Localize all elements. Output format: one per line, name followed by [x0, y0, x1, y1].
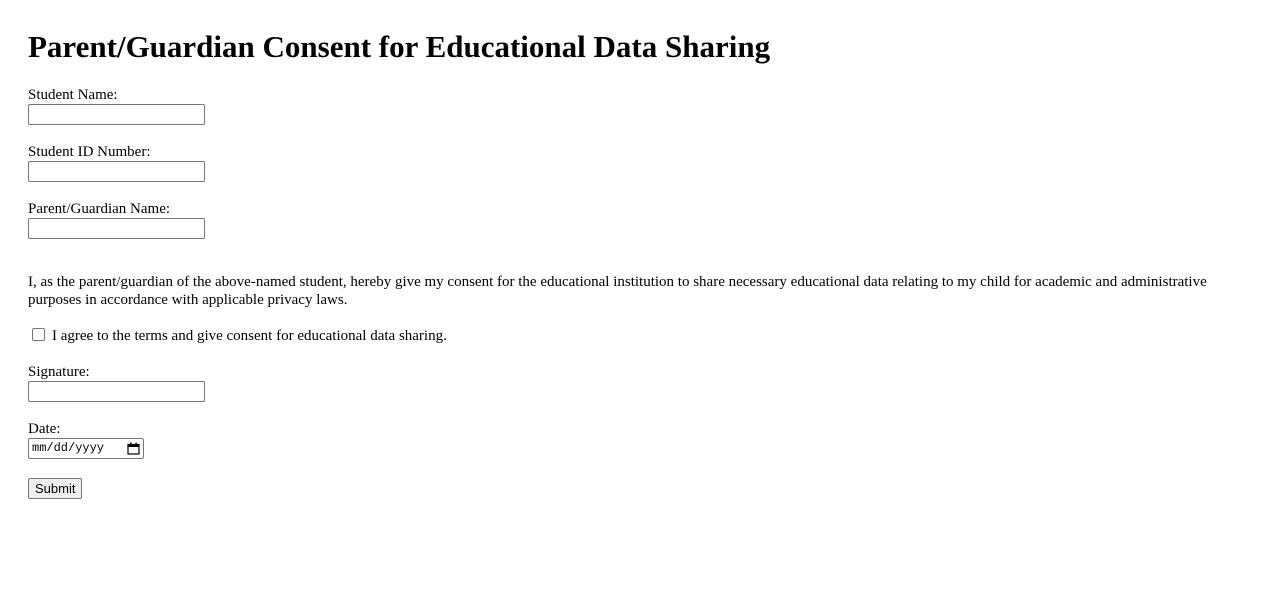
date-input[interactable]	[28, 438, 144, 459]
calendar-icon[interactable]	[127, 442, 140, 455]
date-placeholder: mm/dd/yyyy	[32, 441, 105, 455]
date-label: Date:	[28, 421, 61, 437]
parent-name-input[interactable]	[28, 218, 205, 239]
student-name-input[interactable]	[28, 104, 205, 125]
signature-input[interactable]	[28, 381, 205, 402]
agreement-label[interactable]: I agree to the terms and give consent for educational data sharing.	[52, 328, 447, 344]
student-id-label: Student ID Number:	[28, 144, 151, 160]
page-title: Parent/Guardian Consent for Educational Data Sharing	[28, 29, 771, 64]
parent-name-label: Parent/Guardian Name:	[28, 201, 171, 217]
student-name-label: Student Name:	[28, 87, 118, 103]
agreement-checkbox[interactable]	[32, 328, 45, 341]
student-id-input[interactable]	[28, 161, 205, 182]
signature-label: Signature:	[28, 364, 90, 380]
submit-button[interactable]: Submit	[28, 478, 82, 499]
consent-statement: I, as the parent/guardian of the above-named student, hereby give my consent for the educational institution to share necessary educational data relating to my child for academic and administrative purposes in accordance with applicable privacy laws.	[28, 274, 1207, 308]
